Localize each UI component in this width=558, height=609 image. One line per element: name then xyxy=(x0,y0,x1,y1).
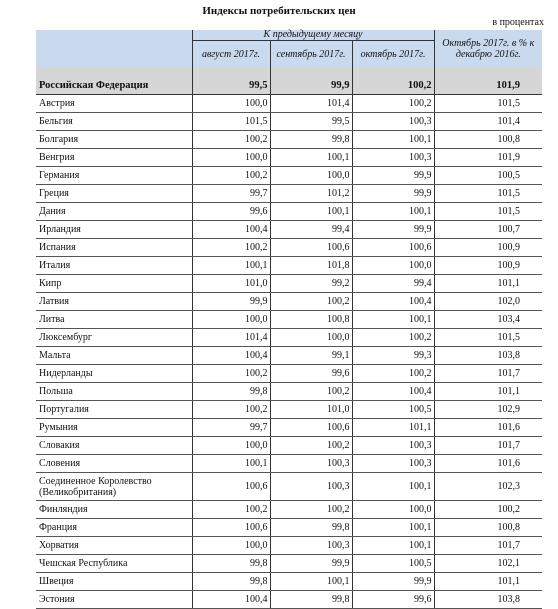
value-cell: 99,8 xyxy=(192,573,270,591)
value-cell: 99,9 xyxy=(270,67,352,95)
value-cell: 100,1 xyxy=(352,537,434,555)
value-cell: 100,4 xyxy=(192,347,270,365)
row-name: Ирландия xyxy=(36,221,192,239)
value-cell: 100,5 xyxy=(434,167,542,185)
value-cell: 100,2 xyxy=(192,131,270,149)
value-cell: 101,1 xyxy=(434,573,542,591)
value-cell: 103,8 xyxy=(434,347,542,365)
value-cell: 102,9 xyxy=(434,401,542,419)
value-cell: 100,1 xyxy=(270,203,352,221)
row-name: Нидерланды xyxy=(36,365,192,383)
value-cell: 100,2 xyxy=(192,501,270,519)
value-cell: 101,6 xyxy=(434,455,542,473)
table-row xyxy=(36,437,542,455)
value-cell: 100,2 xyxy=(192,365,270,383)
value-cell: 99,9 xyxy=(352,573,434,591)
value-cell: 100,3 xyxy=(270,473,352,501)
value-cell: 103,4 xyxy=(434,311,542,329)
value-cell: 101,5 xyxy=(192,113,270,131)
value-cell: 100,2 xyxy=(192,167,270,185)
document-title: Индексы потребительских цен xyxy=(202,5,356,17)
value-cell: 100,8 xyxy=(434,519,542,537)
value-cell: 101,9 xyxy=(434,67,542,95)
value-cell: 100,9 xyxy=(434,257,542,275)
value-cell: 101,2 xyxy=(270,185,352,203)
table-row xyxy=(36,329,542,347)
value-cell: 100,0 xyxy=(352,257,434,275)
value-cell: 99,6 xyxy=(352,591,434,609)
header-group-previous-month: К предыдущему месяцу xyxy=(192,30,434,41)
table-row xyxy=(36,293,542,311)
value-cell: 101,4 xyxy=(270,95,352,113)
row-name: Австрия xyxy=(36,95,192,113)
value-cell: 100,4 xyxy=(352,293,434,311)
table-row xyxy=(36,257,542,275)
table-body xyxy=(36,67,542,609)
table-row xyxy=(36,131,542,149)
value-cell: 99,9 xyxy=(352,185,434,203)
value-cell: 100,6 xyxy=(352,239,434,257)
row-name: Кипр xyxy=(36,275,192,293)
row-name: Бельгия xyxy=(36,113,192,131)
value-cell: 102,0 xyxy=(434,293,542,311)
value-cell: 99,5 xyxy=(270,113,352,131)
table-row xyxy=(36,573,542,591)
value-cell: 103,8 xyxy=(434,591,542,609)
value-cell: 99,8 xyxy=(192,555,270,573)
value-cell: 100,3 xyxy=(352,455,434,473)
value-cell: 99,8 xyxy=(270,519,352,537)
value-cell: 101,1 xyxy=(434,275,542,293)
row-name: Болгария xyxy=(36,131,192,149)
header-col-oct-vs-dec xyxy=(434,30,542,67)
value-cell: 100,4 xyxy=(352,383,434,401)
value-cell: 100,4 xyxy=(192,591,270,609)
value-cell: 100,1 xyxy=(352,473,434,501)
value-cell: 101,0 xyxy=(192,275,270,293)
table-row xyxy=(36,311,542,329)
value-cell: 101,6 xyxy=(434,419,542,437)
header-col-october xyxy=(352,41,434,68)
value-cell: 99,4 xyxy=(352,275,434,293)
value-cell: 100,3 xyxy=(352,149,434,167)
value-cell: 99,2 xyxy=(270,275,352,293)
row-name: Люксембург xyxy=(36,329,192,347)
table-row xyxy=(36,95,542,113)
value-cell: 100,2 xyxy=(192,239,270,257)
table-row xyxy=(36,113,542,131)
row-name: Дания xyxy=(36,203,192,221)
value-cell: 102,1 xyxy=(434,555,542,573)
value-cell: 100,5 xyxy=(352,401,434,419)
value-cell: 100,2 xyxy=(192,401,270,419)
value-cell: 100,1 xyxy=(192,455,270,473)
value-cell: 100,1 xyxy=(192,257,270,275)
value-cell: 101,5 xyxy=(434,329,542,347)
table-row xyxy=(36,185,542,203)
value-cell: 100,3 xyxy=(270,455,352,473)
value-cell: 100,4 xyxy=(192,221,270,239)
header-col-oct-vs-dec-label: Октябрь 2017г. в % к декабрю 2016г. xyxy=(442,37,535,60)
value-cell: 100,0 xyxy=(192,437,270,455)
table-row xyxy=(36,383,542,401)
value-cell: 101,4 xyxy=(192,329,270,347)
row-name: Эстония xyxy=(36,591,192,609)
value-cell: 99,9 xyxy=(352,221,434,239)
value-cell: 100,8 xyxy=(434,131,542,149)
table-row-russia xyxy=(36,67,542,95)
table-row xyxy=(36,591,542,609)
row-name: Чешская Республика xyxy=(36,555,192,573)
value-cell: 100,1 xyxy=(352,203,434,221)
table-row xyxy=(36,501,542,519)
value-cell: 100,1 xyxy=(352,131,434,149)
table-header xyxy=(36,30,542,67)
value-cell: 101,7 xyxy=(434,365,542,383)
value-cell: 100,1 xyxy=(270,573,352,591)
value-cell: 101,4 xyxy=(434,113,542,131)
row-name: Словения xyxy=(36,455,192,473)
value-cell: 101,7 xyxy=(434,437,542,455)
row-name: Польша xyxy=(36,383,192,401)
cpi-table xyxy=(36,30,542,609)
row-name: Словакия xyxy=(36,437,192,455)
row-name: Германия xyxy=(36,167,192,185)
row-name: Хорватия xyxy=(36,537,192,555)
table-row xyxy=(36,365,542,383)
header-col-october-label: октябрь 2017г. xyxy=(360,48,426,60)
value-cell: 101,7 xyxy=(434,537,542,555)
table-row xyxy=(36,221,542,239)
value-cell: 102,3 xyxy=(434,473,542,501)
value-cell: 101,9 xyxy=(434,149,542,167)
value-cell: 101,5 xyxy=(434,95,542,113)
value-cell: 100,8 xyxy=(270,311,352,329)
value-cell: 100,1 xyxy=(270,149,352,167)
value-cell: 100,0 xyxy=(192,149,270,167)
value-cell: 99,7 xyxy=(192,419,270,437)
row-name: Франция xyxy=(36,519,192,537)
value-cell: 100,6 xyxy=(270,239,352,257)
value-cell: 99,1 xyxy=(270,347,352,365)
table-row xyxy=(36,519,542,537)
value-cell: 100,2 xyxy=(270,293,352,311)
value-cell: 99,8 xyxy=(192,383,270,401)
row-name: Португалия xyxy=(36,401,192,419)
value-cell: 99,8 xyxy=(270,591,352,609)
table-row xyxy=(36,419,542,437)
value-cell: 99,9 xyxy=(270,555,352,573)
row-name: Венгрия xyxy=(36,149,192,167)
table-row xyxy=(36,537,542,555)
table-row xyxy=(36,203,542,221)
value-cell: 99,7 xyxy=(192,185,270,203)
row-name: Швеция xyxy=(36,573,192,591)
row-name: Италия xyxy=(36,257,192,275)
value-cell: 100,7 xyxy=(434,221,542,239)
row-name: Испания xyxy=(36,239,192,257)
value-cell: 101,5 xyxy=(434,203,542,221)
value-cell: 100,2 xyxy=(270,383,352,401)
header-col-august xyxy=(192,41,270,68)
unit-note: в процентах xyxy=(492,17,544,28)
value-cell: 100,2 xyxy=(352,365,434,383)
header-col-september-label: сентябрь 2017г. xyxy=(276,48,346,60)
row-name: Финляндия xyxy=(36,501,192,519)
table-row xyxy=(36,239,542,257)
table-row xyxy=(36,275,542,293)
value-cell: 99,8 xyxy=(270,131,352,149)
value-cell: 101,5 xyxy=(434,185,542,203)
row-name: Латвия xyxy=(36,293,192,311)
value-cell: 100,1 xyxy=(352,311,434,329)
value-cell: 101,0 xyxy=(270,401,352,419)
value-cell: 99,9 xyxy=(352,167,434,185)
value-cell: 100,6 xyxy=(270,419,352,437)
value-cell: 99,9 xyxy=(192,293,270,311)
table-row xyxy=(36,473,542,501)
table-row xyxy=(36,149,542,167)
value-cell: 101,1 xyxy=(352,419,434,437)
header-col-september xyxy=(270,41,352,68)
value-cell: 100,2 xyxy=(270,501,352,519)
value-cell: 100,2 xyxy=(352,67,434,95)
value-cell: 101,1 xyxy=(434,383,542,401)
value-cell: 100,2 xyxy=(352,329,434,347)
value-cell: 100,2 xyxy=(434,501,542,519)
row-name: Литва xyxy=(36,311,192,329)
row-name: Греция xyxy=(36,185,192,203)
value-cell: 100,3 xyxy=(352,113,434,131)
table-row xyxy=(36,555,542,573)
value-cell: 99,6 xyxy=(270,365,352,383)
value-cell: 100,5 xyxy=(352,555,434,573)
value-cell: 100,0 xyxy=(192,537,270,555)
row-name: Соединенное Королевство (Великобритания) xyxy=(36,473,192,501)
value-cell: 100,3 xyxy=(270,537,352,555)
value-cell: 99,5 xyxy=(192,67,270,95)
table-row xyxy=(36,167,542,185)
row-name: Мальта xyxy=(36,347,192,365)
value-cell: 100,2 xyxy=(270,437,352,455)
table-row xyxy=(36,347,542,365)
value-cell: 100,9 xyxy=(434,239,542,257)
value-cell: 99,6 xyxy=(192,203,270,221)
value-cell: 100,2 xyxy=(352,95,434,113)
value-cell: 100,1 xyxy=(352,519,434,537)
table-row xyxy=(36,401,542,419)
value-cell: 100,0 xyxy=(192,311,270,329)
value-cell: 99,3 xyxy=(352,347,434,365)
value-cell: 100,3 xyxy=(352,437,434,455)
row-name: Российская Федерация xyxy=(36,67,192,95)
header-col-august-label: август 2017г. xyxy=(201,48,261,60)
value-cell: 100,0 xyxy=(270,329,352,347)
header-blank-cell xyxy=(36,30,192,67)
value-cell: 100,0 xyxy=(352,501,434,519)
table-row xyxy=(36,455,542,473)
value-cell: 99,4 xyxy=(270,221,352,239)
row-name: Румыния xyxy=(36,419,192,437)
value-cell: 100,0 xyxy=(270,167,352,185)
value-cell: 100,6 xyxy=(192,519,270,537)
value-cell: 100,6 xyxy=(192,473,270,501)
value-cell: 100,0 xyxy=(192,95,270,113)
value-cell: 101,8 xyxy=(270,257,352,275)
